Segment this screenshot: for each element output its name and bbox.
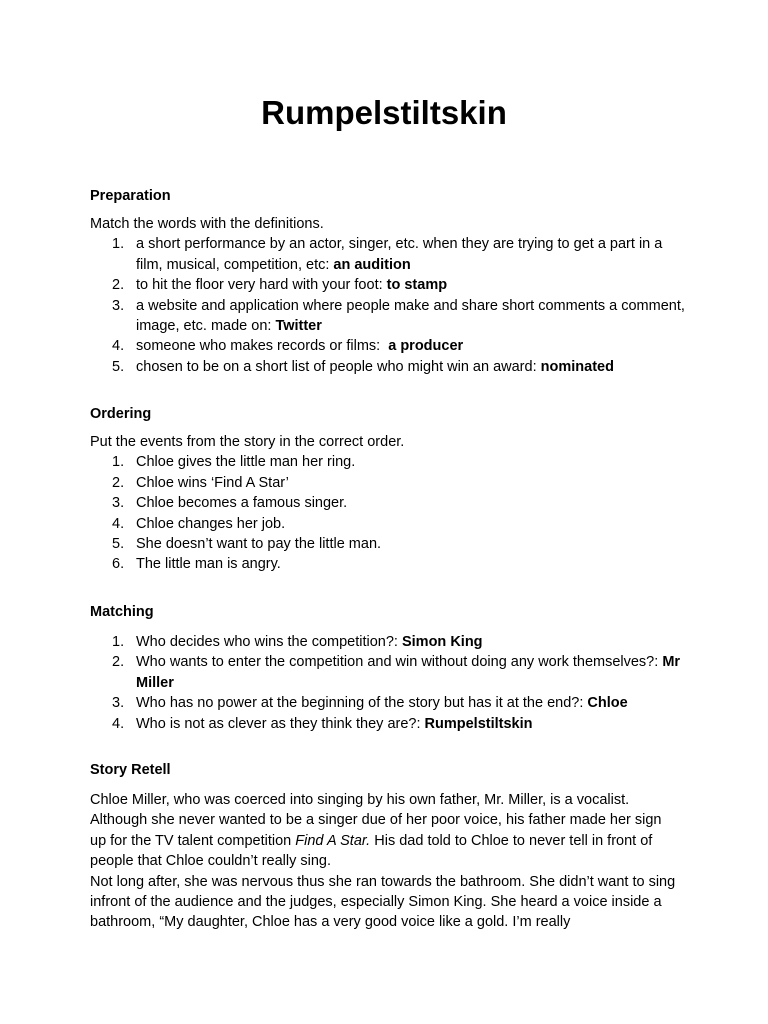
answer: Mr Miller	[136, 654, 681, 691]
show-title: Find A Star.	[295, 832, 371, 849]
answer: Chloe	[587, 695, 628, 712]
list-item: 3. Chloe becomes a famous singer.	[112, 495, 348, 512]
ordering-instruction: Put the events from the story in the correct order.	[90, 434, 405, 450]
matching-heading: Matching	[90, 604, 154, 620]
document-title: Rumpelstiltskin	[261, 94, 507, 131]
list-item: 1. Chloe gives the little man her ring.	[112, 454, 356, 471]
list-item: 4. Who is not as clever as they think they are?: Rumpelstiltskin	[112, 715, 533, 732]
list-item: 3. Who has no power at the beginning of the story but has it at the end?: Chloe	[112, 695, 628, 712]
story-paragraph: Chloe Miller, who was coerced into singing by his own father, Mr. Miller, is a vocalist. Although she never wanted to be a singer due of her poor voice, his father made her sign up for the TV talent competition Find A Star. His dad told to Chloe to never tell in front of people that Chloe couldn’t really sing.	[90, 792, 662, 870]
answer: an audition	[333, 256, 411, 273]
answer: Twitter	[275, 318, 322, 335]
answer: Simon King	[401, 634, 483, 650]
ordering-section	[90, 404, 690, 575]
answer: a producer	[388, 338, 464, 355]
list-item: 2. Who wants to enter the competition and win without doing any work themselves?: Mr Miller	[112, 654, 681, 691]
matching-section	[90, 602, 690, 734]
list-item: 6. The little man is angry.	[112, 556, 281, 573]
list-item: 5. She doesn’t want to pay the little man.	[112, 536, 382, 553]
list-item: 4. someone who makes records or films: a producer	[112, 338, 464, 355]
list-item: 3. a website and application where people make and share short comments a comment, image, etc. made on: Twitter	[112, 297, 685, 335]
ordering-heading: Ordering	[90, 406, 152, 422]
list-item: 4. Chloe changes her job.	[112, 515, 286, 532]
list-item: 5. chosen to be on a short list of people who might win an award: nominated	[112, 358, 614, 375]
ordering-list	[90, 452, 690, 574]
list-item: 2. Chloe wins ‘Find A Star’	[112, 474, 289, 491]
preparation-section	[90, 186, 690, 377]
preparation-instruction: Match the words with the definitions.	[90, 216, 324, 232]
list-item: 1. a short performance by an actor, singer, etc. when they are trying to get a part in a film, musical, competition, etc: an audition	[112, 236, 663, 273]
answer: to stamp	[386, 277, 448, 294]
story-retell-heading: Story Retell	[90, 762, 171, 778]
answer: Rumpelstiltskin	[424, 715, 533, 732]
story-retell-section	[90, 760, 690, 933]
answer: nominated	[540, 358, 614, 375]
list-item: 1. Who decides who wins the competition?: Simon King	[112, 634, 483, 650]
preparation-list	[90, 234, 690, 377]
story-text	[90, 790, 680, 933]
preparation-heading: Preparation	[90, 188, 171, 204]
story-paragraph: Not long after, she was nervous thus she ran towards the bathroom. She didn’t want to sing infront of the audience and the judges, especially Simon King. She heard a voice inside a bathroom, “My daughter, Chloe has a very good voice like a gold. I’m really	[90, 873, 676, 931]
matching-list	[90, 632, 690, 734]
list-item: 2. to hit the floor very hard with your foot: to stamp	[112, 277, 448, 294]
